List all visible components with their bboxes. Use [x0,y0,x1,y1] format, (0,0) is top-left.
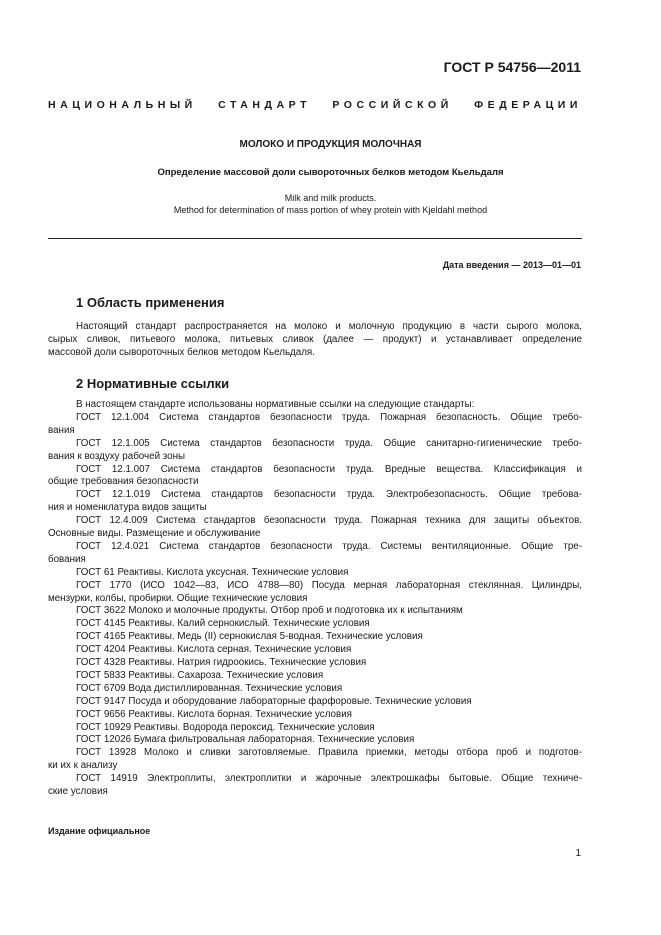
national-standard-banner: НАЦИОНАЛЬНЫЙ СТАНДАРТ РОССИЙСКОЙ ФЕДЕРАЦИИ [48,99,582,111]
scope-text-line: массовой доли сывороточных белков методом Кьельдаля. [48,346,315,358]
official-edition-label: Издание официальное [48,826,151,836]
reference-line: общие требования безопасности [48,476,199,488]
document-subtitle: Определение массовой доли сывороточных белков методом Кьельдаля [157,167,504,178]
english-title-line-2: Method for determination of mass portion of whey protein with Kjeldahl method [173,205,488,215]
reference-line: ГОСТ 6709 Вода дистиллированная. Технические условия [76,682,343,694]
scope-text-line: Настоящий стандарт распространяется на молоко и молочную продукцию в части сырого молока, [76,321,582,332]
reference-line: ГОСТ 5833 Реактивы. Сахароза. Технические условия [76,669,324,681]
scope-text-line: сырых сливок, питьевого молока, питьевых сливок (далее — продукт) и устанавливает определение [48,333,582,345]
page-number: 1 [575,848,581,859]
reference-line: ГОСТ 13928 Молоко и сливки заготовляемые. Правила приемки, методы отбора проб и подготов- [76,747,582,759]
reference-line: В настоящем стандарте использованы нормативные ссылки на следующие стандарты: [76,399,475,410]
reference-line: ГОСТ 12.1.019 Система стандартов безопасности труда. Электробезопасность. Общие требова- [76,489,582,501]
section-1-heading: 1 Область применения [76,295,225,310]
effective-date: Дата введения — 2013—01—01 [442,260,581,270]
reference-line: ГОСТ 1770 (ИСО 1042—83, ИСО 4788—80) Посуда мерная лабораторная стеклянная. Цилиндры, [76,579,582,591]
reference-line: вания [48,424,75,436]
reference-line: ГОСТ 4165 Реактивы. Медь (II) сернокислая 5-водная. Технические условия [76,631,423,643]
title-divider [48,238,582,239]
reference-line: ГОСТ 12.1.007 Система стандартов безопасности труда. Вредные вещества. Классификация и [76,463,582,475]
reference-line: ГОСТ 12.4.021 Система стандартов безопасности труда. Системы вентиляционные. Общие тре- [76,540,582,552]
reference-line: вания к воздуху рабочей зоны [48,450,186,462]
reference-line: Основные виды. Размещение и обслуживание [48,528,261,539]
reference-line: ские условия [48,786,108,797]
reference-line: ки их к анализу [48,760,118,772]
reference-line: ГОСТ 61 Реактивы. Кислота уксусная. Технические условия [76,566,349,578]
reference-line: бования [48,553,86,565]
reference-line: ГОСТ 12.4.009 Система стандартов безопасности труда. Пожарная техника для защиты объектов. [76,515,582,527]
reference-line: ГОСТ 3622 Молоко и молочные продукты. Отбор проб и подготовка их к испытаниям [76,605,463,617]
english-title-line-1: Milk and milk products. [284,193,377,203]
reference-line: ГОСТ 9147 Посуда и оборудование лабораторные фарфоровые. Технические условия [76,695,472,707]
reference-line: ГОСТ 12.1.004 Система стандартов безопасности труда. Пожарная безопасность. Общие требо- [76,411,582,423]
section-2-heading: 2 Нормативные ссылки [76,376,230,391]
document-number: ГОСТ Р 54756—2011 [443,59,581,75]
reference-line: ГОСТ 12026 Бумага фильтровальная лабораторная. Технические условия [76,734,415,746]
reference-line: ГОСТ 12.1.005 Система стандартов безопасности труда. Общие санитарно-гигиенические требо- [76,437,582,449]
reference-line: ГОСТ 9656 Реактивы. Кислота борная. Технические условия [76,708,352,720]
reference-line: ГОСТ 4328 Реактивы. Натрия гидроокись. Технические условия [76,657,367,668]
reference-line: мензурки, колбы, пробирки. Общие технические условия [48,592,308,604]
reference-line: ГОСТ 4145 Реактивы. Калий сернокислый. Технические условия [76,618,370,630]
reference-line: ГОСТ 4204 Реактивы. Кислота серная. Технические условия [76,644,352,656]
reference-line: ГОСТ 10929 Реактивы. Водорода пероксид. Технические условия [76,721,375,733]
reference-line: ния и номенклатура видов защиты [48,502,207,514]
document-title: МОЛОКО И ПРОДУКЦИЯ МОЛОЧНАЯ [239,139,422,150]
reference-line: ГОСТ 14919 Электроплиты, электроплитки и жарочные электрошкафы бытовые. Общие техниче- [76,773,582,785]
